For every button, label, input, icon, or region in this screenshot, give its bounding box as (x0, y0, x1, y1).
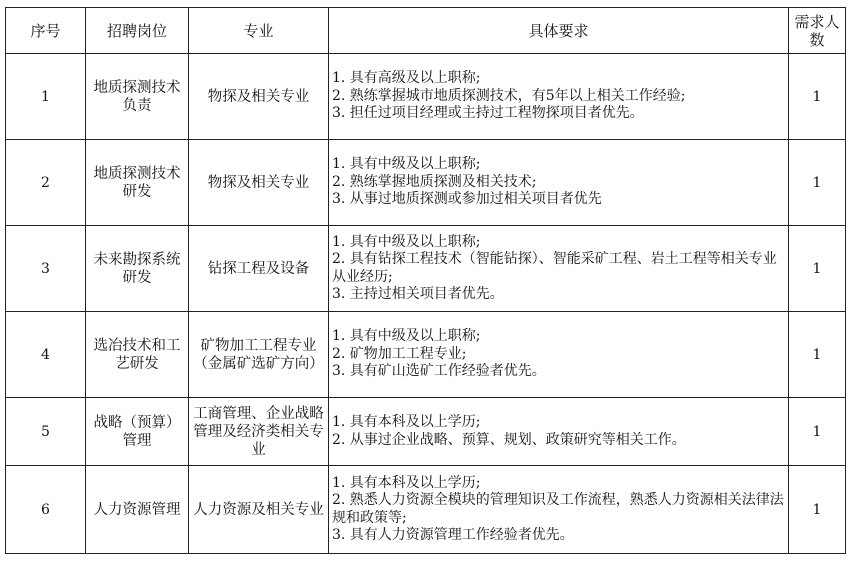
header-requirements: 具体要求 (329, 8, 789, 54)
cell-requirements (329, 140, 789, 226)
cell-requirements (329, 398, 789, 466)
requirement-item: 3. 具有矿山选矿工作经验者优先。 (332, 363, 546, 380)
cell-count: 1 (789, 54, 846, 140)
cell-major: 工商管理、企业战略管理及经济类相关专业 (189, 398, 329, 466)
requirement-item: 2. 从事过企业战略、预算、规划、政策研究等相关工作。 (332, 431, 686, 448)
table-row (6, 140, 846, 226)
requirement-item: 2. 矿物加工工程专业; (332, 345, 467, 362)
cell-requirements (329, 466, 789, 554)
cell-major: 物探及相关专业 (189, 140, 329, 226)
requirement-item: 2. 具有钻探工程技术（智能钻探）、智能采矿工程、岩土工程等相关专业从业经历; (332, 251, 777, 285)
header-row (6, 8, 846, 54)
table-row (6, 466, 846, 554)
requirement-item: 3. 担任过项目经理或主持过工程物探项目者优先。 (332, 105, 644, 122)
cell-position: 地质探测技术研发 (86, 140, 189, 226)
requirement-item: 3. 从事过地质探测或参加过相关项目者优先 (332, 191, 602, 208)
cell-count: 1 (789, 226, 846, 312)
header-no: 序号 (6, 8, 86, 54)
requirement-item: 1. 具有本科及以上学历; (332, 474, 481, 491)
table-row (6, 226, 846, 312)
table-row (6, 398, 846, 466)
cell-no: 5 (6, 398, 86, 466)
cell-major: 矿物加工工程专业（金属矿选矿方向） (189, 312, 329, 398)
requirement-item: 2. 熟练掌握城市地质探测技术，有5年以上相关工作经验; (332, 87, 686, 104)
cell-count: 1 (789, 140, 846, 226)
header-major: 专业 (189, 8, 329, 54)
requirement-item: 2. 熟悉人力资源全模块的管理知识及工作流程，熟悉人力资源相关法律法规和政策等; (332, 492, 784, 526)
cell-requirements (329, 54, 789, 140)
cell-major: 物探及相关专业 (189, 54, 329, 140)
cell-requirements (329, 226, 789, 312)
cell-position: 未来勘探系统研发 (86, 226, 189, 312)
requirement-item: 1. 具有中级及以上职称; (332, 328, 481, 345)
recruitment-table (5, 7, 846, 554)
requirement-item: 1. 具有本科及以上学历; (332, 414, 481, 430)
cell-no: 2 (6, 140, 86, 226)
table-row (6, 312, 846, 398)
cell-count: 1 (789, 466, 846, 554)
cell-position: 选冶技术和工艺研发 (86, 312, 189, 398)
recruitment-table-container (5, 7, 845, 554)
requirement-item: 2. 熟练掌握地质探测及相关技术; (332, 173, 537, 190)
cell-no: 6 (6, 466, 86, 554)
requirement-item: 1. 具有中级及以上职称; (332, 156, 481, 173)
header-count: 需求人数 (789, 8, 846, 54)
cell-major: 钻探工程及设备 (189, 226, 329, 312)
cell-requirements (329, 312, 789, 398)
cell-position: 战略（预算）管理 (86, 398, 189, 466)
cell-no: 1 (6, 54, 86, 140)
requirement-item: 1. 具有中级及以上职称; (332, 233, 481, 250)
header-position: 招聘岗位 (86, 8, 189, 54)
requirement-item: 1. 具有高级及以上职称; (332, 70, 481, 87)
cell-position: 地质探测技术负责 (86, 54, 189, 140)
table-row (6, 54, 846, 140)
cell-no: 4 (6, 312, 86, 398)
cell-major: 人力资源及相关专业 (189, 466, 329, 554)
requirement-item: 3. 具有人力资源管理工作经验者优先。 (332, 527, 574, 543)
cell-count: 1 (789, 398, 846, 466)
cell-count: 1 (789, 312, 846, 398)
cell-position: 人力资源管理 (86, 466, 189, 554)
cell-no: 3 (6, 226, 86, 312)
requirement-item: 3. 主持过相关项目者优先。 (332, 286, 504, 302)
